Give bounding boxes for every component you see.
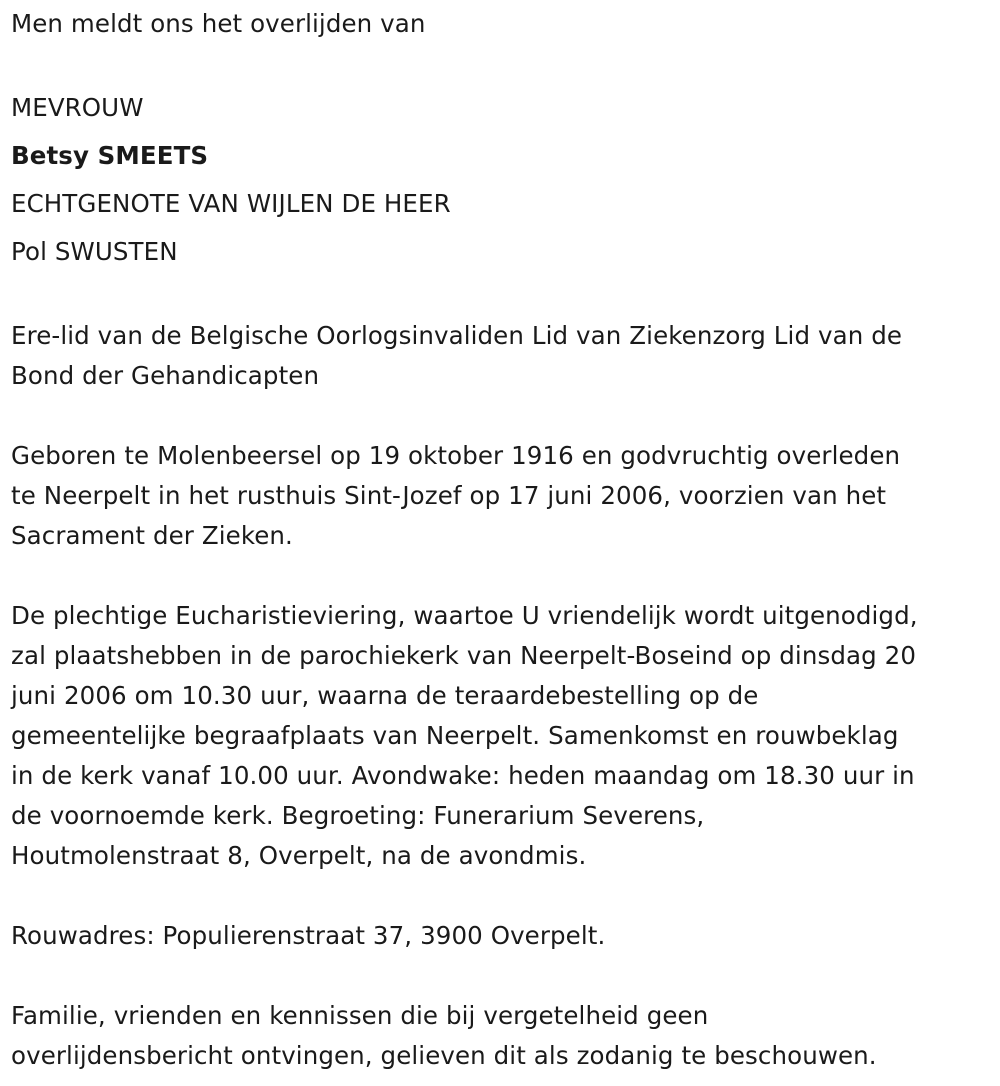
paragraph-line: overlijdensbericht ontvingen, gelieven dit als zodanig te beschouwen. [11,1041,877,1070]
paragraph-line: Houtmolenstraat 8, Overpelt, na de avondmis. [11,841,587,870]
name-block [11,84,991,276]
paragraph-line: Bond der Gehandicapten [11,361,320,390]
memberships-paragraph [11,316,991,396]
closing-paragraph [11,996,991,1076]
intro-block [11,4,991,44]
paragraph-line: Sacrament der Zieken. [11,521,293,550]
paragraph-line: zal plaatshebben in de parochiekerk van Neerpelt-Boseind op dinsdag 20 [11,641,917,670]
paragraph-line: Ere-lid van de Belgische Oorlogsinvaliden Lid van Ziekenzorg Lid van de [11,321,903,350]
mourning-address: Rouwadres: Populierenstraat 37, 3900 Overpelt. [11,921,606,950]
paragraph-line: te Neerpelt in het rusthuis Sint-Jozef op 17 juni 2006, voorzien van het [11,481,887,510]
intro-text: Men meldt ons het overlijden van [11,9,426,38]
paragraph-line: De plechtige Eucharistieviering, waartoe U vriendelijk wordt uitgenodigd, [11,601,918,630]
paragraph-line: Familie, vrienden en kennissen die bij vergetelheid geen [11,1001,709,1030]
paragraph-line: in de kerk vanaf 10.00 uur. Avondwake: heden maandag om 18.30 uur in [11,761,915,790]
birth-death-paragraph [11,436,991,556]
address-paragraph [11,916,991,956]
title-text: MEVROUW [11,93,144,122]
paragraph-line: Geboren te Molenbeersel op 19 oktober 1916 en godvruchtig overleden [11,441,901,470]
paragraph-line: de voornoemde kerk. Begroeting: Funerarium Severens, [11,801,705,830]
deceased-name: Betsy SMEETS [11,141,209,170]
relation-text: ECHTGENOTE VAN WIJLEN DE HEER [11,189,451,218]
ceremony-paragraph [11,596,991,876]
spouse-name: Pol SWUSTEN [11,237,178,266]
paragraph-line: juni 2006 om 10.30 uur, waarna de teraardebestelling op de [11,681,759,710]
paragraph-line: gemeentelijke begraafplaats van Neerpelt. Samenkomst en rouwbeklag [11,721,899,750]
obituary-notice [11,4,991,1076]
